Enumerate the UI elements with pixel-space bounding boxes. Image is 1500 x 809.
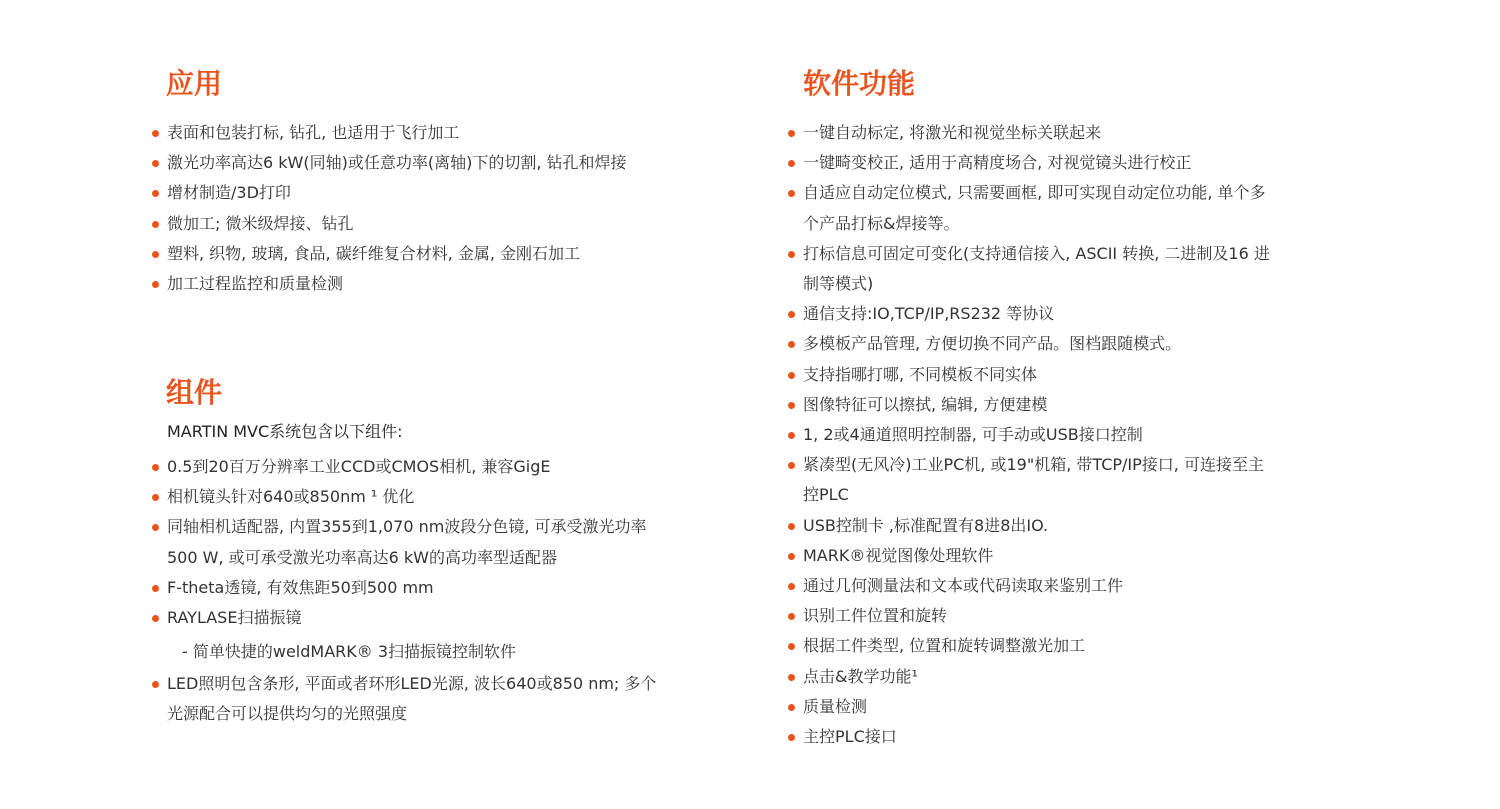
bullet-icon (152, 524, 159, 531)
bullet-icon (788, 311, 795, 318)
applications-title: 应用 (166, 67, 223, 100)
bullet-icon (152, 494, 159, 501)
list-item: 增材制造/3D打印 (150, 178, 710, 208)
list-item: 多模板产品管理, 方便切换不同产品。图档跟随模式。 (786, 329, 1276, 359)
components-list (150, 452, 670, 730)
bullet-icon (788, 523, 795, 530)
bullet-icon (788, 583, 795, 590)
list-item: 表面和包装打标, 钻孔, 也适用于飞行加工 (150, 118, 710, 148)
list-item: RAYLASE扫描振镜 (150, 603, 670, 633)
components-title: 组件 (166, 376, 223, 409)
list-item: 通过几何测量法和文本或代码读取来鉴别工件 (786, 571, 1276, 601)
bullet-icon (788, 553, 795, 560)
bullet-icon (152, 130, 159, 137)
bullet-icon (788, 674, 795, 681)
bullet-icon (152, 615, 159, 622)
software-list (786, 118, 1276, 752)
bullet-icon (788, 372, 795, 379)
bullet-icon (152, 585, 159, 592)
bullet-icon (788, 341, 795, 348)
list-item: 质量检测 (786, 692, 1276, 722)
bullet-icon (152, 190, 159, 197)
list-item: 打标信息可固定可变化(支持通信接入, ASCII 转换, 二进制及16 进制等模式) (786, 239, 1276, 299)
list-item: 塑料, 织物, 玻璃, 食品, 碳纤维复合材料, 金属, 金刚石加工 (150, 239, 710, 269)
bullet-icon (788, 190, 795, 197)
list-item: 紧凑型(无风冷)工业PC机, 或19"机箱, 带TCP/IP接口, 可连接至主控PLC (786, 450, 1276, 510)
list-item: 识别工件位置和旋转 (786, 601, 1276, 631)
list-item: 一键畸变校正, 适用于高精度场合, 对视觉镜头进行校正 (786, 148, 1276, 178)
list-item: 一键自动标定, 将激光和视觉坐标关联起来 (786, 118, 1276, 148)
bullet-icon (152, 251, 159, 258)
bullet-icon (152, 464, 159, 471)
list-item: 0.5到20百万分辨率工业CCD或CMOS相机, 兼容GigE (150, 452, 670, 482)
bullet-icon (152, 281, 159, 288)
bullet-icon (788, 734, 795, 741)
list-item: 激光功率高达6 kW(同轴)或任意功率(离轴)下的切割, 钻孔和焊接 (150, 148, 710, 178)
bullet-icon (788, 402, 795, 409)
bullet-icon (152, 160, 159, 167)
list-item: 根据工件类型, 位置和旋转调整激光加工 (786, 631, 1276, 661)
list-item: 加工过程监控和质量检测 (150, 269, 710, 299)
list-item: 相机镜头针对640或850nm ¹ 优化 (150, 482, 670, 512)
sub-list-item: - 简单快捷的weldMARK® 3扫描振镜控制软件 (182, 642, 517, 662)
list-item: 支持指哪打哪, 不同模板不同实体 (786, 360, 1276, 390)
list-item: 同轴相机适配器, 内置355到1,070 nm波段分色镜, 可承受激光功率500 W, 或可承受激光功率高达6 kW的高功率型适配器 (150, 512, 670, 572)
bullet-icon (152, 681, 159, 688)
bullet-icon (152, 221, 159, 228)
bullet-icon (788, 643, 795, 650)
list-item: 自适应自动定位模式, 只需要画框, 即可实现自动定位功能, 单个多个产品打标&焊接等。 (786, 178, 1276, 238)
bullet-icon (788, 251, 795, 258)
list-item: 主控PLC接口 (786, 722, 1276, 752)
list-item: 微加工; 微米级焊接、钻孔 (150, 209, 710, 239)
bullet-icon (788, 160, 795, 167)
list-item: 通信支持:IO,TCP/IP,RS232 等协议 (786, 299, 1276, 329)
bullet-icon (788, 462, 795, 469)
list-item: 图像特征可以擦拭, 编辑, 方便建模 (786, 390, 1276, 420)
applications-list (150, 118, 710, 299)
bullet-icon (788, 432, 795, 439)
list-item: F-theta透镜, 有效焦距50到500 mm (150, 573, 670, 603)
components-intro: MARTIN MVC系统包含以下组件: (167, 422, 403, 441)
list-item: 1, 2或4通道照明控制器, 可手动或USB接口控制 (786, 420, 1276, 450)
bullet-icon (788, 130, 795, 137)
list-item: 点击&教学功能¹ (786, 662, 1276, 692)
list-item: USB控制卡 ,标准配置有8进8出IO. (786, 511, 1276, 541)
bullet-icon (788, 613, 795, 620)
list-item: MARK®视觉图像处理软件 (786, 541, 1276, 571)
software-title: 软件功能 (803, 67, 916, 100)
bullet-icon (788, 704, 795, 711)
list-item: LED照明包含条形, 平面或者环形LED光源, 波长640或850 nm; 多个光源配合可以提供均匀的光照强度 (150, 669, 670, 729)
